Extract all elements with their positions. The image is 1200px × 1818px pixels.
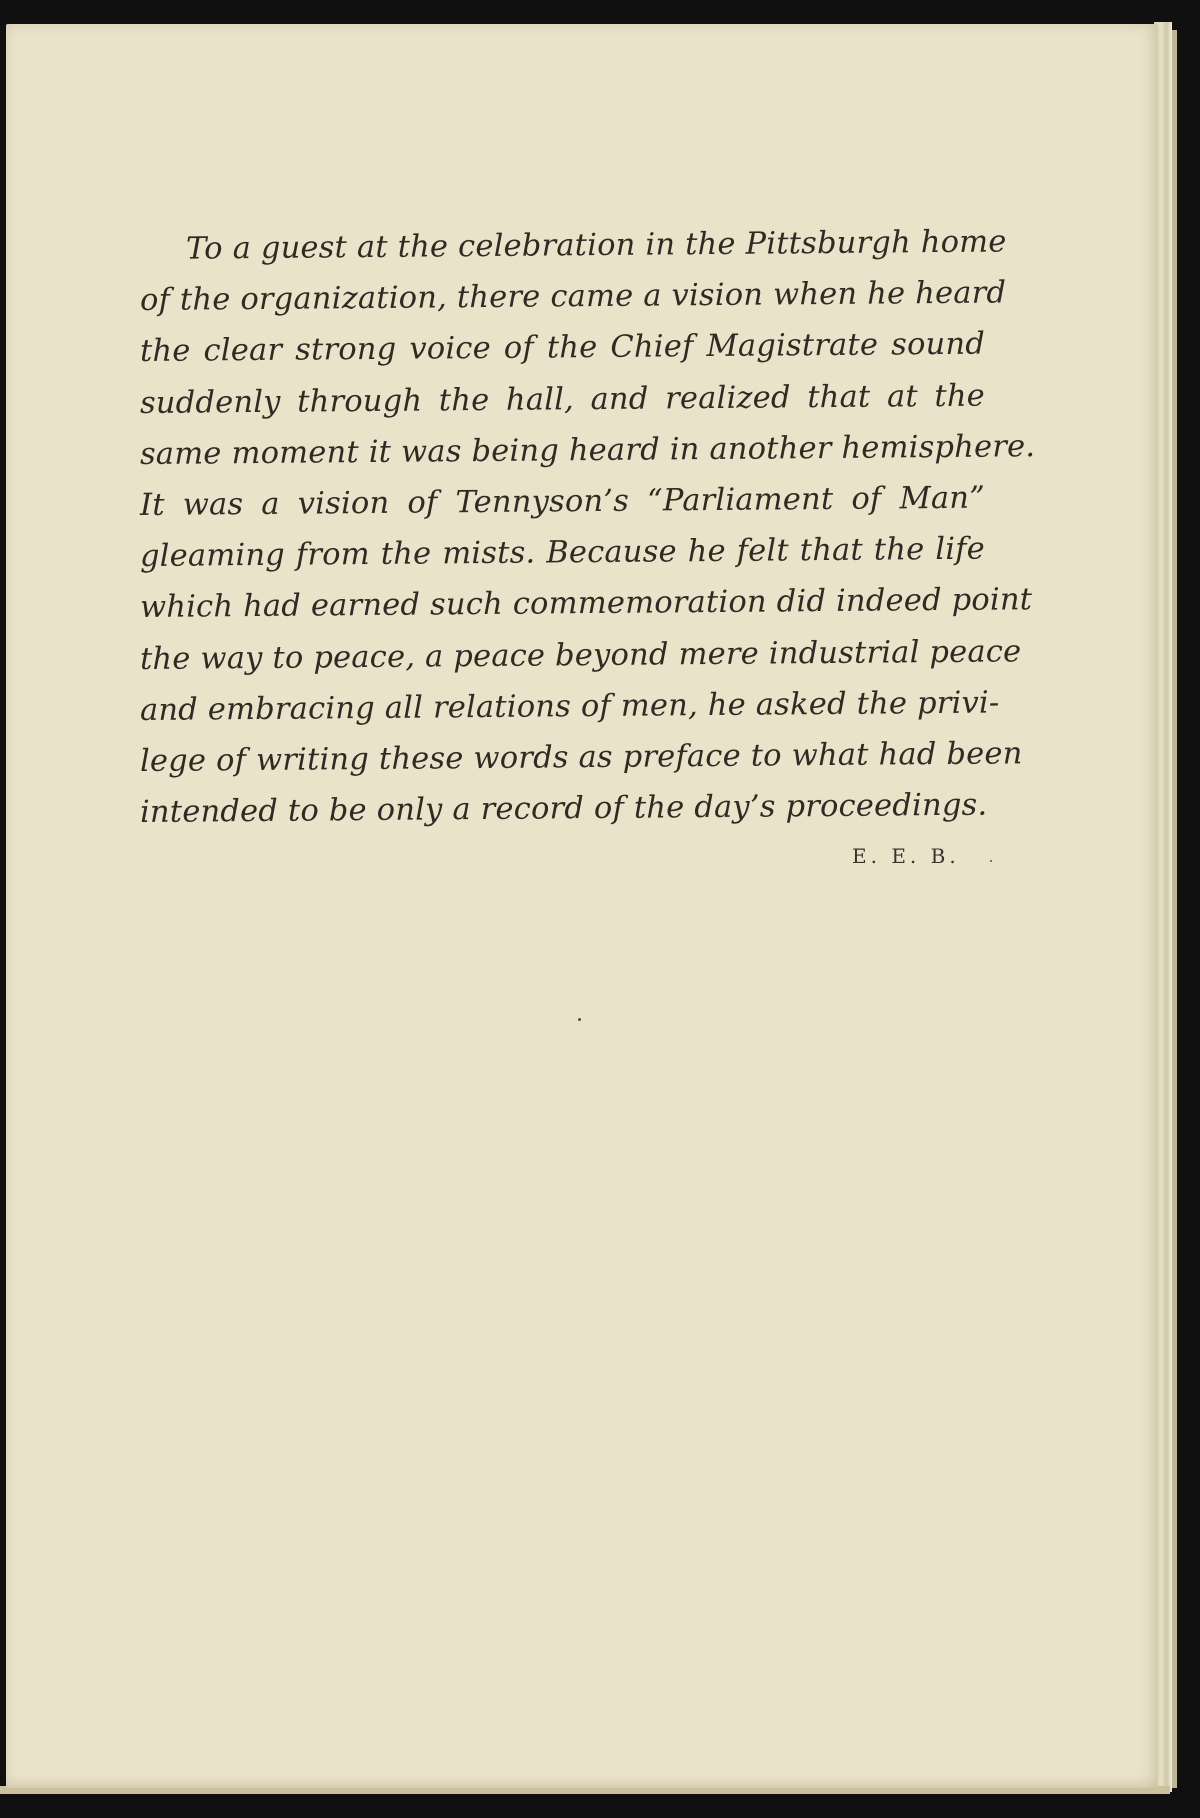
book-page xyxy=(6,24,1158,1788)
passage-line: It was a vision of Tennyson’s “Parliament of Man” xyxy=(139,480,986,523)
passage-line: intended to be only a record of the day’s proceedings. xyxy=(139,787,988,831)
paper-speck xyxy=(578,1018,581,1021)
passage-line: the clear strong voice of the Chief Magistrate sound xyxy=(139,327,986,370)
passage-line: the way to peace, a peace beyond mere industrial peace xyxy=(139,633,1022,677)
passage-line: To a guest at the celebration in the Pittsburgh home xyxy=(185,224,1007,267)
passage-line: of the organization, there came a vision when he heard xyxy=(139,275,1007,319)
author-initials: E. E. B. xyxy=(852,844,960,868)
passage-line: which had earned such commemoration did indeed point xyxy=(139,582,1033,626)
preface-passage xyxy=(139,224,1036,838)
passage-line: suddenly through the hall, and realized that at the xyxy=(139,378,986,421)
passage-line: same moment it was being heard in another hemisphere. xyxy=(139,428,1036,472)
passage-line: gleaming from the mists. Because he felt that the life xyxy=(139,531,986,575)
paper-speck xyxy=(990,860,992,862)
passage-line: and embracing all relations of men, he asked the privi- xyxy=(139,685,1000,728)
passage-line: lege of writing these words as preface to what had been xyxy=(139,736,1023,779)
